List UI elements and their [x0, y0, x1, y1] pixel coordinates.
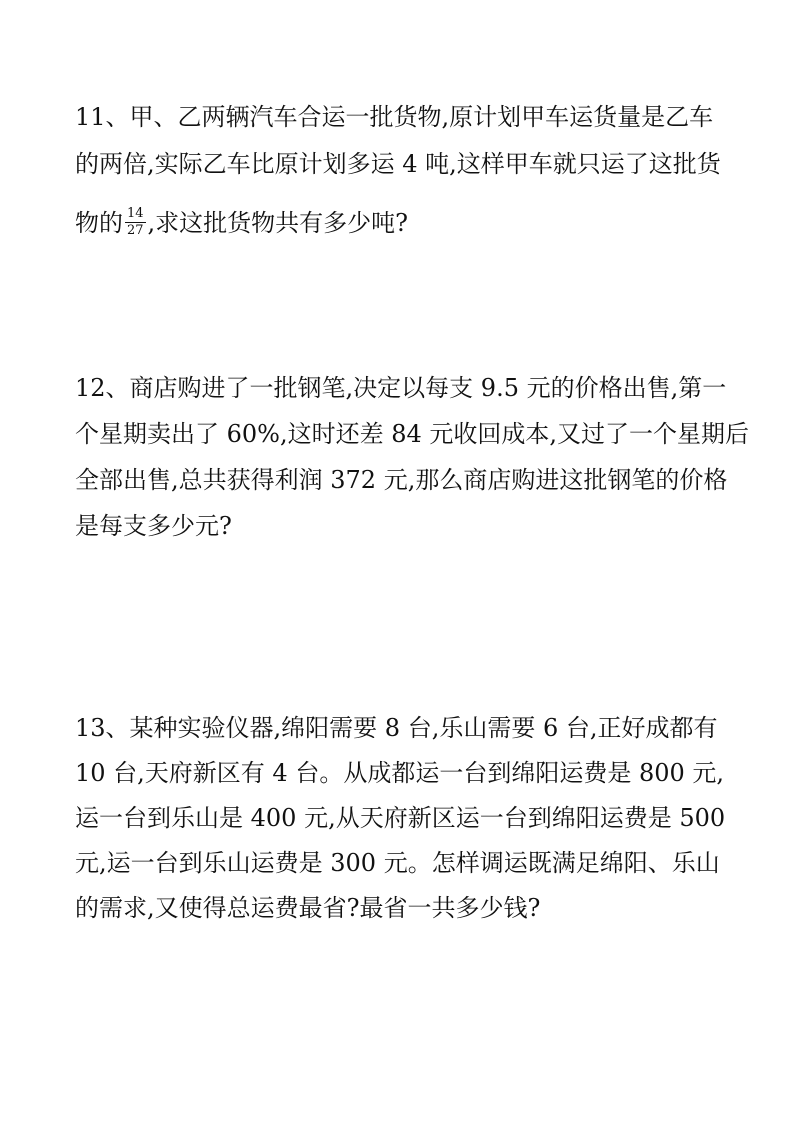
- fraction-denominator: 27: [127, 223, 144, 238]
- problem-line: 个星期卖出了 60%,这时还差 84 元收回成本,又过了一个星期后: [75, 420, 750, 448]
- problem-line: 11、甲、乙两辆汽车合运一批货物,原计划甲车运货量是乙车: [75, 103, 714, 131]
- problem-line: 12、商店购进了一批钢笔,决定以每支 9.5 元的价格出售,第一: [75, 374, 727, 402]
- problem-text: ,求这批货物共有多少吨?: [147, 209, 409, 237]
- problem-line: 运一台到乐山是 400 元,从天府新区运一台到绵阳运费是 500: [75, 804, 726, 832]
- problem-line: 元,运一台到乐山运费是 300 元。怎样调运既满足绵阳、乐山: [75, 849, 720, 877]
- problem-line: 是每支多少元?: [75, 512, 232, 540]
- problem-line: 的两倍,实际乙车比原计划多运 4 吨,这样甲车就只运了这批货: [75, 150, 721, 178]
- fraction-numerator: 14: [127, 206, 144, 221]
- fraction: [125, 207, 146, 238]
- problem-line: 的需求,又使得总运费最省?最省一共多少钱?: [75, 894, 541, 922]
- problem-line: 全部出售,总共获得利润 372 元,那么商店购进这批钢笔的价格: [75, 466, 728, 494]
- problem-line: 13、某种实验仪器,绵阳需要 8 台,乐山需要 6 台,正好成都有: [75, 714, 718, 742]
- problem-line-with-fraction: [75, 206, 409, 240]
- problem-line: 10 台,天府新区有 4 台。从成都运一台到绵阳运费是 800 元,: [75, 759, 725, 787]
- problem-text: 物的: [75, 209, 123, 237]
